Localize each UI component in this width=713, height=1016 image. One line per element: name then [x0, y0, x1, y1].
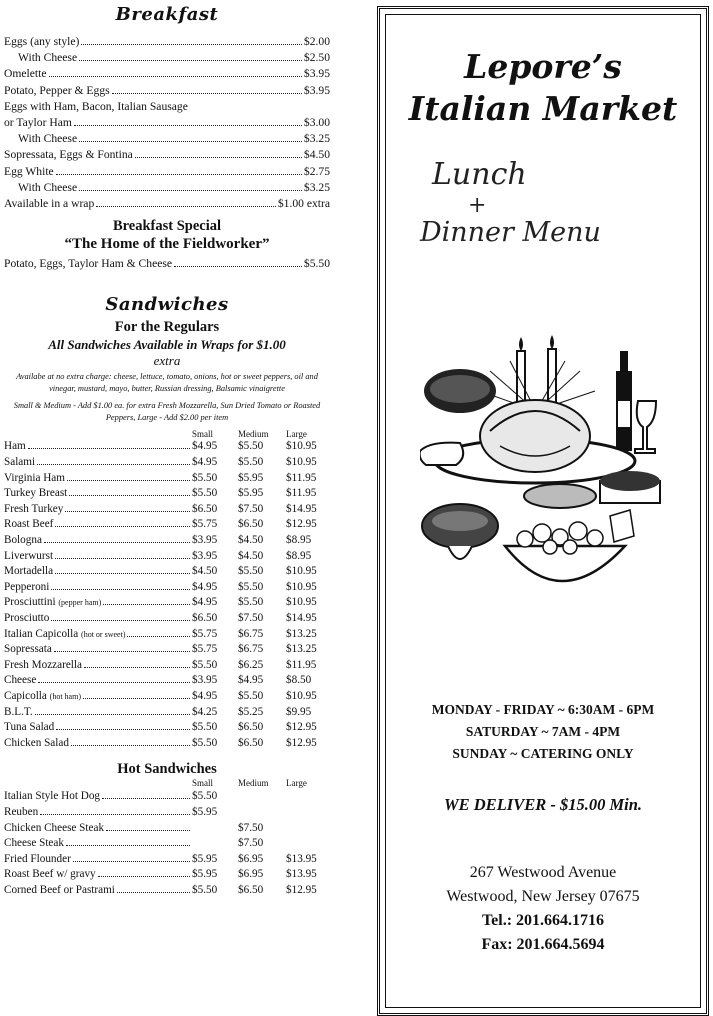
item-name: With Cheese	[18, 132, 78, 146]
item-name-cell	[4, 549, 192, 565]
price-large: $8.95	[286, 549, 312, 562]
item-price: $2.50	[303, 51, 330, 65]
price-large: $11.95	[286, 487, 317, 500]
item-name	[4, 705, 33, 721]
leader-dots	[79, 60, 302, 61]
item-name: Eggs (any style)	[4, 35, 80, 48]
item-name-cell	[4, 705, 192, 721]
item-name-text: Chicken Cheese Steak	[4, 821, 105, 834]
store-hours	[380, 699, 706, 765]
item-name-text: Fresh Turkey	[4, 502, 64, 515]
menu-item	[4, 852, 330, 868]
item-name-cell	[4, 517, 192, 533]
price-small: $6.50	[192, 502, 218, 515]
leader-dots	[49, 76, 302, 77]
price-large: $9.95	[286, 705, 312, 718]
item-name-cell	[4, 439, 192, 455]
address-street: 267 Westwood Avenue	[469, 864, 617, 881]
item-name	[4, 517, 53, 533]
item-name	[4, 852, 71, 868]
item-name-cell	[4, 455, 192, 471]
item-name	[4, 736, 69, 752]
item-name-text: Roast Beef w/ gravy	[4, 868, 96, 881]
menu-item	[4, 658, 330, 674]
price-medium: $6.50	[238, 736, 264, 749]
menu-item	[4, 789, 330, 805]
menu-item	[4, 627, 330, 643]
menu-item	[4, 867, 330, 883]
item-name-text: Italian Capicolla	[4, 627, 79, 640]
item-price: $3.25	[303, 132, 330, 146]
item-name-text: Cheese	[4, 674, 37, 687]
hours-weekday: MONDAY - FRIDAY ~ 6:30AM - 6PM	[431, 702, 655, 717]
item-name-text: Roast Beef	[4, 518, 54, 531]
item-name: Egg White	[4, 164, 54, 178]
leader-dots	[55, 526, 190, 527]
menu-item	[4, 66, 330, 82]
item-name-text: Virginia Ham	[4, 471, 65, 484]
menu-item	[4, 549, 330, 565]
leader-dots	[79, 141, 302, 142]
price-medium: $5.25	[238, 705, 264, 718]
price-medium: $5.50	[238, 456, 264, 469]
price-medium: $5.50	[238, 565, 264, 578]
item-name-cell	[4, 852, 192, 868]
item-name	[4, 471, 65, 487]
hours-sunday: SUNDAY ~ CATERING ONLY	[452, 746, 634, 761]
item-name-cell	[4, 595, 192, 611]
price-medium: $4.50	[238, 534, 264, 546]
price-large: $11.95	[286, 658, 317, 671]
item-name-cell	[4, 580, 192, 596]
leader-dots	[37, 464, 190, 465]
price-medium: $5.50	[238, 440, 264, 453]
menu-item	[4, 533, 330, 549]
col-large: Large	[286, 429, 307, 440]
leader-dots	[83, 698, 190, 699]
price-medium: $6.75	[238, 627, 264, 640]
menu-item	[4, 196, 330, 212]
menu-item	[4, 83, 330, 99]
item-price: $3.95	[303, 83, 330, 97]
leader-dots	[44, 542, 190, 543]
price-medium: $7.50	[238, 611, 264, 624]
menu-item	[4, 736, 330, 752]
menu-item	[4, 180, 330, 196]
menu-item	[4, 805, 330, 821]
price-small: $5.50	[192, 487, 218, 500]
leader-dots	[56, 174, 302, 175]
wraps-line: All Sandwiches Available in Wraps for $1.00	[48, 337, 286, 353]
item-name-cell	[4, 564, 192, 580]
menu-item	[4, 50, 330, 66]
price-small: $3.95	[192, 534, 218, 546]
price-medium: $6.50	[238, 883, 264, 896]
price-small: $5.50	[192, 721, 218, 734]
menu-item	[4, 115, 330, 131]
price-small: $6.50	[192, 611, 218, 624]
item-price: $5.50	[303, 257, 330, 271]
breakfast-heading: Breakfast	[115, 4, 219, 25]
item-name	[4, 883, 115, 899]
price-medium: $6.50	[238, 518, 264, 531]
item-name-cell	[4, 821, 192, 837]
leader-dots	[65, 511, 190, 512]
price-small: $3.95	[192, 674, 218, 687]
item-name-text: Fried Flounder	[4, 852, 71, 865]
price-medium: $6.95	[238, 852, 264, 865]
menu-item	[4, 471, 330, 487]
price-large: $10.95	[286, 456, 317, 469]
item-name-text: Ham	[4, 440, 26, 453]
menu-cover-panel	[377, 6, 709, 1016]
item-name	[4, 455, 35, 471]
price-large: $10.95	[286, 596, 317, 609]
breakfast-special-title: Breakfast Special	[112, 218, 222, 235]
handwritten-dinner-menu: Dinner Menu	[420, 217, 601, 248]
leader-dots	[112, 93, 302, 94]
item-name-text: Fresh Mozzarella	[4, 658, 82, 671]
address-block	[380, 861, 706, 957]
fax-number: Fax: 201.664.5694	[481, 936, 605, 953]
item-name	[4, 486, 67, 502]
price-small: $4.25	[192, 705, 218, 718]
leader-dots	[55, 558, 190, 559]
price-small: $4.95	[192, 596, 218, 609]
item-name-text: B.L.T.	[4, 705, 33, 718]
leader-dots	[28, 448, 190, 449]
menu-item	[4, 99, 330, 115]
address-city: Westwood, New Jersey 07675	[446, 888, 640, 905]
menu-item	[4, 486, 330, 502]
item-name-cell	[4, 836, 192, 852]
price-large: $12.95	[286, 736, 317, 749]
leader-dots	[73, 861, 190, 862]
item-name	[4, 720, 54, 736]
delivery-note: WE DELIVER - $15.00 Min.	[443, 795, 643, 814]
price-medium: $5.95	[238, 471, 264, 484]
item-name: With Cheese	[18, 51, 78, 65]
price-small: $5.75	[192, 627, 218, 640]
leader-dots	[102, 798, 190, 799]
item-name-cell	[4, 789, 192, 805]
item-name	[4, 867, 96, 883]
price-large: $8.50	[286, 674, 312, 687]
leader-dots	[66, 845, 190, 846]
price-small: $5.95	[192, 852, 218, 865]
price-small: $4.50	[192, 565, 218, 578]
price-large: $12.95	[286, 518, 317, 531]
price-medium: $4.95	[238, 674, 264, 687]
item-name	[4, 439, 26, 455]
price-small: $4.95	[192, 580, 218, 593]
leader-dots	[51, 589, 190, 590]
item-name-text: Tuna Salad	[4, 721, 55, 734]
item-name	[4, 611, 49, 627]
hot-sandwich-list	[4, 789, 330, 898]
menu-item	[4, 821, 330, 837]
item-name-cell	[4, 867, 192, 883]
menu-left-column	[4, 0, 330, 1016]
item-name	[4, 533, 42, 549]
item-name-text: Prosciutto	[4, 611, 50, 624]
leader-dots	[69, 495, 190, 496]
price-small: $5.50	[192, 790, 218, 803]
menu-item	[4, 836, 330, 852]
item-name: Potato, Pepper & Eggs	[4, 83, 110, 97]
item-name-text: Pepperoni	[4, 580, 50, 593]
pie-icon	[524, 484, 596, 508]
leader-dots	[135, 157, 302, 158]
item-price: $2.00	[303, 35, 330, 48]
price-small: $5.50	[192, 736, 218, 749]
price-large: $12.95	[286, 883, 317, 896]
leader-dots	[79, 190, 302, 191]
price-large: $14.95	[286, 611, 317, 624]
col-large: Large	[286, 778, 307, 789]
item-name-cell	[4, 720, 192, 736]
price-large: $12.95	[286, 721, 317, 734]
price-small: $5.50	[192, 883, 218, 896]
sandwich-column-headers	[4, 429, 330, 439]
item-name: Omelette	[4, 67, 47, 81]
breakfast-special-item	[4, 256, 330, 272]
col-small: Small	[192, 778, 214, 789]
price-medium: $6.50	[238, 721, 264, 734]
item-name-text: Bologna	[4, 534, 42, 546]
item-name	[4, 805, 38, 821]
price-medium: $5.50	[238, 689, 264, 702]
menu-item	[4, 564, 330, 580]
price-small: $5.95	[192, 805, 218, 818]
title-line-2: Italian Market	[408, 89, 678, 128]
menu-item	[4, 883, 330, 899]
item-name: Potato, Eggs, Taylor Ham & Cheese	[4, 257, 173, 271]
item-name-cell	[4, 689, 192, 705]
item-name-cell	[4, 673, 192, 689]
item-name: Available in a wrap	[4, 197, 95, 211]
item-price: $3.00	[303, 116, 330, 130]
item-name-text: Capicolla	[4, 689, 47, 702]
item-name-cell	[4, 736, 192, 752]
menu-item	[4, 34, 330, 50]
menu-item	[4, 689, 330, 705]
item-price: $4.50	[303, 148, 330, 162]
item-name: Eggs with Ham, Bacon, Italian Sausage	[4, 99, 188, 113]
item-name: With Cheese	[18, 180, 78, 194]
item-name-text: Prosciuttini	[4, 596, 56, 609]
leader-dots	[56, 729, 190, 730]
phone-number: Tel.: 201.664.1716	[481, 912, 605, 929]
item-name	[4, 821, 104, 837]
item-name	[4, 595, 101, 611]
price-medium: $6.95	[238, 868, 264, 881]
item-name	[4, 642, 52, 658]
item-name	[4, 564, 53, 580]
menu-item	[4, 517, 330, 533]
leader-dots	[67, 480, 190, 481]
menu-item	[4, 164, 330, 180]
menu-item	[4, 642, 330, 658]
item-name	[4, 627, 125, 643]
price-large: $13.25	[286, 627, 317, 640]
sandwiches-subtitle: For the Regulars	[114, 319, 220, 336]
price-medium: $6.25	[238, 658, 264, 671]
item-name-text: Italian Style Hot Dog	[4, 790, 101, 803]
item-name-note: (pepper ham)	[58, 598, 102, 608]
item-name-note: (hot ham)	[49, 691, 81, 701]
menu-item	[4, 439, 330, 455]
item-name-text: Mortadella	[4, 565, 54, 578]
item-name: Sopressata, Eggs & Fontina	[4, 148, 133, 162]
breakfast-special-subtitle: “The Home of the Fieldworker”	[64, 236, 270, 253]
sandwiches-heading: Sandwiches	[105, 294, 229, 316]
price-large: $13.95	[286, 868, 317, 881]
leader-dots	[127, 636, 190, 637]
leader-dots	[103, 604, 190, 605]
menu-item	[4, 705, 330, 721]
leader-dots	[71, 745, 190, 746]
menu-item	[4, 595, 330, 611]
price-medium: $5.50	[238, 580, 264, 593]
menu-item	[4, 611, 330, 627]
item-name-cell	[4, 486, 192, 502]
item-name	[4, 789, 100, 805]
item-name-text: Liverwurst	[4, 549, 54, 562]
price-medium: $7.50	[238, 502, 264, 515]
item-name-cell	[4, 611, 192, 627]
price-medium: $6.75	[238, 643, 264, 656]
leader-dots	[106, 830, 190, 831]
price-large: $8.95	[286, 534, 312, 546]
menu-item	[4, 720, 330, 736]
item-name-text: Turkey Breast	[4, 487, 68, 500]
price-large: $11.95	[286, 471, 317, 484]
col-medium: Medium	[238, 778, 269, 789]
price-large: $14.95	[286, 502, 317, 515]
price-small: $5.50	[192, 658, 218, 671]
price-small: $4.95	[192, 456, 218, 469]
wine-glass-icon	[635, 401, 656, 453]
gravy-boat-icon	[420, 443, 463, 465]
item-name-cell	[4, 805, 192, 821]
price-medium: $7.50	[238, 837, 264, 850]
item-name-note: (hot or sweet)	[81, 629, 126, 639]
leader-dots	[96, 206, 276, 207]
price-medium: $5.95	[238, 487, 264, 500]
price-small: $4.95	[192, 440, 218, 453]
leader-dots	[98, 876, 190, 877]
item-name-text: Reuben	[4, 805, 39, 818]
hot-sandwiches-heading: Hot Sandwiches	[117, 761, 217, 778]
title-line-1: Lepore’s	[464, 47, 622, 86]
leader-dots	[54, 651, 190, 652]
food-illustration	[420, 331, 670, 601]
price-small: $4.95	[192, 689, 218, 702]
hot-column-headers	[4, 778, 330, 788]
leader-dots	[40, 814, 190, 815]
extras-note: Small & Medium - Add $1.00 ea. for extra Fresh Mozzarella, Sun Dried Tomato or Roasted Peppers, Large - Add $2.00 per item	[13, 401, 321, 422]
col-medium: Medium	[238, 429, 269, 440]
item-name	[4, 673, 36, 689]
leader-dots	[74, 125, 302, 126]
item-name-text: Corned Beef or Pastrami	[4, 883, 115, 896]
price-small: $5.50	[192, 471, 218, 484]
wraps-line-extra: extra	[153, 353, 181, 369]
sandwich-list	[4, 439, 330, 751]
price-large: $13.95	[286, 852, 317, 865]
leader-dots	[174, 266, 302, 267]
item-price: $1.00 extra	[277, 197, 330, 211]
item-price: $2.75	[303, 164, 330, 178]
menu-item	[4, 502, 330, 518]
price-medium: $7.50	[238, 821, 264, 834]
hours-saturday: SATURDAY ~ 7AM - 4PM	[465, 724, 621, 739]
item-name	[4, 689, 81, 705]
leader-dots	[51, 620, 190, 621]
item-name-text: Cheese Steak	[4, 837, 64, 850]
price-large: $10.95	[286, 565, 317, 578]
item-price: $3.95	[303, 67, 330, 81]
item-name	[4, 502, 63, 518]
item-name	[4, 658, 82, 674]
leader-dots	[35, 714, 190, 715]
item-name-cell	[4, 642, 192, 658]
price-small: $3.95	[192, 549, 218, 562]
item-name-text: Chicken Salad	[4, 736, 69, 749]
menu-item	[4, 580, 330, 596]
menu-item	[4, 131, 330, 147]
price-small: $5.75	[192, 643, 218, 656]
item-name-cell	[4, 627, 192, 643]
item-name-cell	[4, 883, 192, 899]
menu-item	[4, 147, 330, 163]
price-large: $10.95	[286, 689, 317, 702]
price-medium: $4.50	[238, 549, 264, 562]
leader-dots	[117, 892, 190, 893]
item-name: or Taylor Ham	[4, 116, 72, 130]
item-name-text: Sopressata	[4, 643, 52, 656]
item-name-cell	[4, 471, 192, 487]
item-name-cell	[4, 533, 192, 549]
item-name-cell	[4, 502, 192, 518]
handwritten-plus: +	[468, 193, 487, 218]
item-name-cell	[4, 658, 192, 674]
item-name	[4, 836, 64, 852]
item-name-text: Salami	[4, 456, 36, 469]
item-name	[4, 580, 49, 596]
breakfast-list	[4, 34, 330, 212]
price-large: $13.25	[286, 643, 317, 656]
handwritten-lunch: Lunch	[432, 157, 527, 192]
leader-dots	[38, 682, 190, 683]
menu-item	[4, 673, 330, 689]
price-small: $5.95	[192, 868, 218, 881]
price-small: $5.75	[192, 518, 218, 531]
item-price: $3.25	[303, 180, 330, 194]
price-large: $10.95	[286, 440, 317, 453]
leader-dots	[84, 667, 190, 668]
free-toppings-note: Availabe at no extra charge: cheese, lettuce, tomato, onions, hot or sweet peppers, oil and vinegar, mustard, mayo, butter, Russian dressing, Balsamic vinaigrette	[16, 372, 318, 393]
leader-dots	[81, 44, 302, 45]
price-large: $10.95	[286, 580, 317, 593]
item-name	[4, 549, 53, 565]
menu-item	[4, 455, 330, 471]
col-small: Small	[192, 429, 214, 440]
price-medium: $5.50	[238, 596, 264, 609]
leader-dots	[55, 573, 190, 574]
